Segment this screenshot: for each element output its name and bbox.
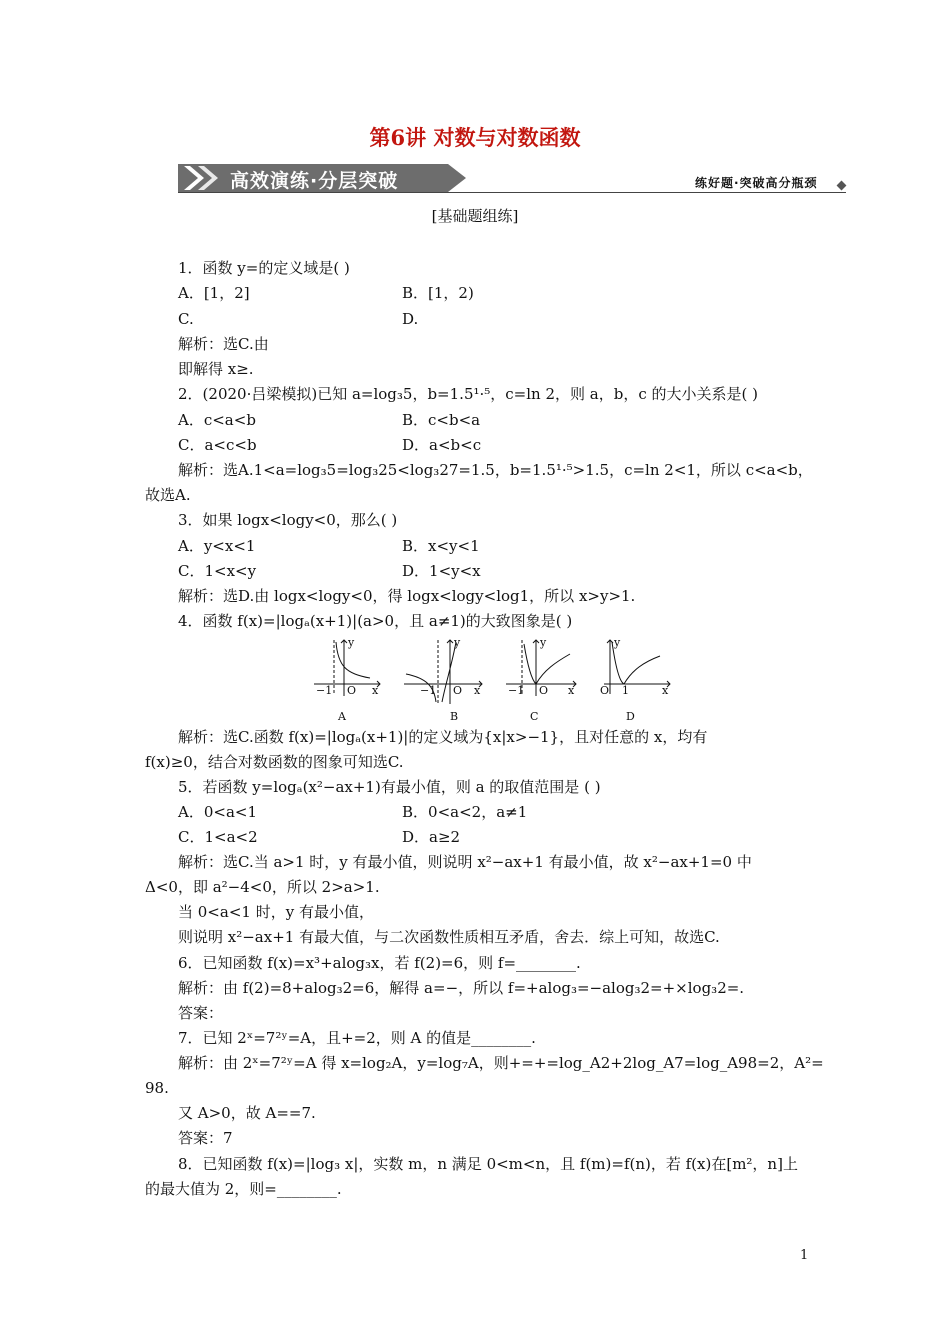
q5-option-a: A．0<a<1: [178, 803, 257, 821]
header-rule: [178, 192, 846, 193]
q1-stem: 1．函数 y=的定义域是( ): [178, 259, 350, 277]
graph-d-label: D: [626, 710, 635, 723]
q2-option-b: B．c<b<a: [402, 411, 481, 429]
q6-stem: 6．已知函数 f(x)=x³+alog₃x，若 f(2)=6，则 f=________.: [178, 954, 581, 972]
graph-b-origin: O: [453, 684, 463, 697]
q3-option-c: C．1<x<y: [178, 562, 257, 580]
q1-analysis-2: 即解得 x≥.: [178, 360, 254, 378]
q3-option-d: D．1<y<x: [402, 562, 481, 580]
q5-analysis: 解析：选C.当 a>1 时，y 有最小值，则说明 x²−ax+1 有最小值，故 x²−ax+1=0 中: [178, 853, 752, 871]
q5-option-c: C．1<a<2: [178, 828, 258, 846]
q3-stem: 3．如果 logx<logy<0，那么( ): [178, 511, 398, 529]
graph-b-x-label: x: [474, 684, 481, 697]
graph-c-y-label: y: [540, 636, 547, 649]
graph-a-neg-one: −1: [316, 684, 333, 697]
q1-option-d: D.: [402, 310, 419, 328]
graph-b-y-label: y: [454, 636, 461, 649]
q2-analysis-2: 故选A.: [145, 486, 191, 504]
q4-graph-options: [310, 634, 680, 726]
q7-analysis-3: 又 A>0，故 A==7.: [178, 1104, 316, 1122]
q6-answer: 答案：: [178, 1004, 224, 1022]
page-title: 第6讲 对数与对数函数: [369, 125, 581, 150]
banner-title: 高效演练·分层突破: [230, 170, 399, 192]
graph-c-origin: O: [539, 684, 549, 697]
q7-analysis-2: 98.: [145, 1079, 169, 1097]
graph-c-x-label: x: [568, 684, 575, 697]
graph-c-neg-one: −1: [508, 684, 525, 697]
q5-stem: 5．若函数 y=logₐ(x²−ax+1)有最小值，则 a 的取值范围是 ( ): [178, 778, 601, 796]
q3-analysis: 解析：选D.由 logx<logy<0，得 logx<logy<log1，所以 x>y>1.: [178, 587, 636, 605]
q4-analysis: 解析：选C.函数 f(x)=|logₐ(x+1)|的定义域为{x|x>−1}，且对任意的 x，均有: [178, 728, 708, 746]
q1-option-a: A．[1，2]: [178, 284, 250, 302]
graph-d-x-label: x: [662, 684, 669, 697]
q5-option-d: D．a≥2: [402, 828, 461, 846]
q2-option-a: A．c<a<b: [178, 411, 256, 429]
q2-option-d: D．a<b<c: [402, 436, 482, 454]
q5-analysis-3: 当 0<a<1 时，y 有最小值，: [178, 903, 374, 921]
q1-option-c: C.: [178, 310, 194, 328]
graph-d-y-label: y: [614, 636, 621, 649]
q8-stem-2: 的最大值为 2，则=________.: [145, 1180, 342, 1198]
q7-analysis: 解析：由 2ˣ=7²ʸ=A 得 x=log₂A，y=log₇A，则+=+=log_A2+2log_A7=log_A98=2，A²=: [178, 1054, 824, 1072]
q4-analysis-2: f(x)≥0，结合对数函数的图象可知选C.: [145, 753, 404, 771]
q2-option-c: C．a<c<b: [178, 436, 257, 454]
q3-option-a: A．y<x<1: [178, 537, 256, 555]
graph-d-origin: O: [600, 684, 610, 697]
graph-b-neg-one: −1: [420, 684, 437, 697]
graph-c-label: C: [530, 710, 539, 723]
graph-a-origin: O: [347, 684, 357, 697]
graph-a-x-label: x: [372, 684, 379, 697]
q7-stem: 7．已知 2ˣ=7²ʸ=A，且+=2，则 A 的值是________.: [178, 1029, 536, 1047]
q4-stem: 4．函数 f(x)=|logₐ(x+1)|(a>0，且 a≠1)的大致图象是( ): [178, 612, 573, 630]
q1-option-b: B．[1，2): [402, 284, 474, 302]
section-heading: [基础题组练]: [431, 207, 519, 225]
q2-stem: 2．(2020·吕梁模拟)已知 a=log₃5，b=1.5¹·⁵，c=ln 2，则 a，b，c 的大小关系是( ): [178, 385, 758, 403]
q3-option-b: B．x<y<1: [402, 537, 480, 555]
q5-option-b: B．0<a<2，a≠1: [402, 803, 528, 821]
q7-answer: 答案：7: [178, 1129, 233, 1147]
tagline: 练好题·突破高分瓶颈: [695, 176, 818, 190]
q8-stem: 8．已知函数 f(x)=|log₃ x|，实数 m，n 满足 0<m<n，且 f(m)=f(n)，若 f(x)在[m²，n]上: [178, 1155, 798, 1173]
graph-b-label: B: [450, 710, 459, 723]
q2-analysis: 解析：选A.1<a=log₃5=log₃25<log₃27=1.5，b=1.5¹·⁵>1.5，c=ln 2<1，所以 c<a<b，: [178, 461, 813, 479]
q1-analysis: 解析：选C.由: [178, 335, 269, 353]
page-number: 1: [800, 1248, 809, 1263]
graph-a-label: A: [338, 710, 346, 723]
diamond-icon: [837, 181, 847, 191]
q5-analysis-2: Δ<0，即 a²−4<0，所以 2>a>1.: [145, 878, 380, 896]
graph-d-one: 1: [622, 684, 629, 697]
q6-analysis: 解析：由 f(2)=8+alog₃2=6，解得 a=−，所以 f=+alog₃=−alog₃2=+×log₃2=.: [178, 979, 745, 997]
q5-analysis-4: 则说明 x²−ax+1 有最大值，与二次函数性质相互矛盾，舍去．综上可知，故选C.: [178, 928, 720, 946]
graph-a-y-label: y: [348, 636, 355, 649]
